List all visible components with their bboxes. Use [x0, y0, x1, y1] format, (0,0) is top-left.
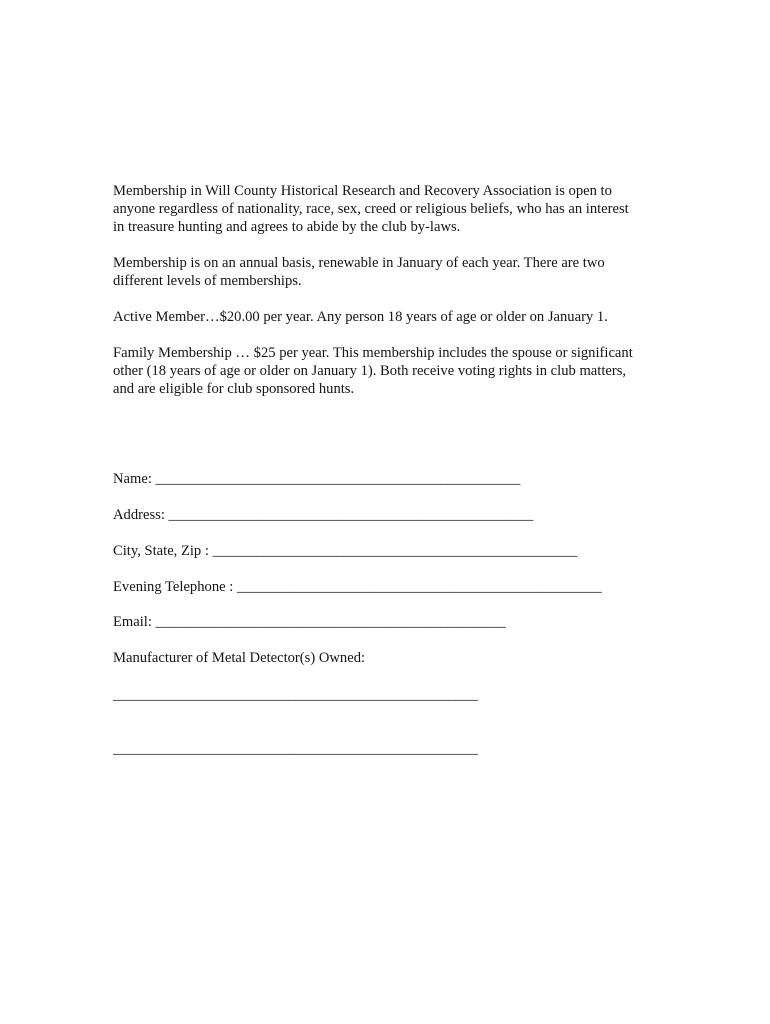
- intro-paragraph-family-membership: Family Membership … $25 per year. This membership includes the spouse or significant other (18 years of age or older on January 1). Both receive voting rights in club matters, and are eligible for club sponsored hunts.: [113, 345, 633, 398]
- intro-paragraph-annual-basis: Membership is on an annual basis, renewable in January of each year. There are two different levels of memberships.: [113, 255, 605, 290]
- intro-paragraph-active-member: Active Member…$20.00 per year. Any person 18 years of age or older on January 1.: [113, 309, 608, 325]
- manufacturer-label: Manufacturer of Metal Detector(s) Owned:: [113, 650, 366, 666]
- manufacturer-line-2: __________________________________________________: [113, 741, 478, 757]
- evening-telephone-field: Evening Telephone : __________________________________________________: [113, 579, 602, 595]
- name-field: Name: __________________________________________________: [113, 471, 521, 487]
- intro-paragraph-eligibility: Membership in Will County Historical Research and Recovery Association is open to anyone regardless of nationality, race, sex, creed or religious beliefs, who has an interest in treasure hunting and agrees to abide by the club by-laws.: [113, 183, 629, 236]
- address-field: Address: __________________________________________________: [113, 507, 534, 523]
- city-state-zip-field: City, State, Zip : __________________________________________________: [113, 543, 578, 559]
- email-field: Email: ________________________________________________: [113, 614, 506, 630]
- manufacturer-line-1: __________________________________________________: [113, 687, 478, 703]
